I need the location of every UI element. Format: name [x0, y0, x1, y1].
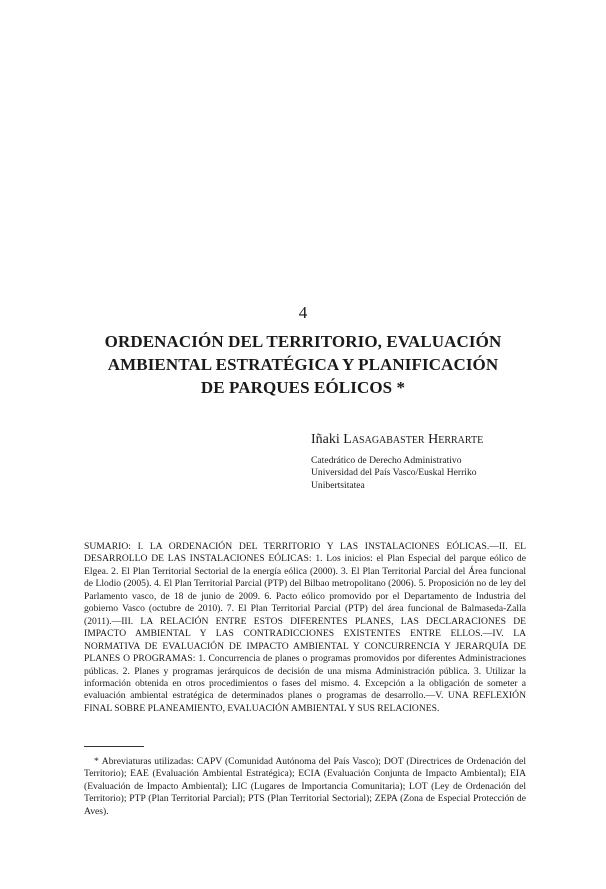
footnote-text: Abreviaturas utilizadas: CAPV (Comunidad Autónoma del País Vasco); DOT (Directrices de Ordenación del Territorio); EAE (Evaluación Ambiental Estratégica); ECIA (Evaluación Conjunta de Impacto Ambiental); EIA (Evaluación de Impacto Ambiental); LIC (Lugares de Importancia Comunitaria); LOT (Ley de Ordenación del Territorio); PTP (Plan Territorial Parcial); PTS (Plan Territorial Sectorial); ZEPA (Zona de Especial Protección de Aves). [84, 756, 526, 817]
chapter-title-line: DE PARQUES EÓLICOS * [200, 378, 406, 397]
author-affiliation [311, 455, 551, 492]
author-first-name: Iñaki [311, 432, 340, 447]
affiliation-line: Catedrático de Derecho Administrativo [311, 455, 462, 466]
footnote-divider [84, 746, 144, 747]
author-surname: Lasagabaster Herrarte [343, 432, 484, 447]
footnote [84, 756, 526, 818]
summary [84, 541, 526, 715]
author-block [311, 432, 551, 492]
author-name [311, 432, 551, 448]
affiliation-line: Unibertsitatea [311, 479, 365, 491]
chapter-number: 4 [298, 303, 308, 322]
chapter-title [60, 330, 546, 399]
chapter-title-line: AMBIENTAL ESTRATÉGICA Y PLANIFICACIÓN [107, 355, 499, 374]
chapter-title-line: ORDENACIÓN DEL TERRITORIO, EVALUACIÓN [104, 332, 502, 351]
summary-text: SUMARIO: I. LA ORDENACIÓN DEL TERRITORIO Y LAS INSTALACIONES EÓLICAS.—II. EL DESARROLLO DE LAS INSTALACIONES EÓLICAS: 1. Los inicios: el Plan Especial del parque eólico de Elgea. 2. El Plan Territorial Sectorial de la energía eólica (2000). 3. El Plan Territorial Parcial del Área funcional de Llodio (2005). 4. El Plan Territorial Parcial (PTP) del Bilbao metropolitano (2006). 5. Proposición no de ley del Parlamento vasco, de 18 de junio de 2009. 6. Pacto eólico promovido por el Departamento de Industria del gobierno Vasco (octubre de 2010). 7. El Plan Territorial Parcial (PTP) del área funcional de Balmaseda-Zalla (2011).—III. LA RELACIÓN ENTRE ESTOS DIFERENTES PLANES, LAS DECLARACIONES DE IMPACTO AMBIENTAL Y LAS CONTRADICCIONES EXISTENTES ENTRE ELLOS.—IV. LA NORMATIVA DE EVALUACIÓN DE IMPACTO AMBIENTAL Y CONCURRENCIA Y JERARQUÍA DE PLANES O PROGRAMAS: 1. Concurrencia de planes o programas promovidos por diferentes Administraciones públicas. 2. Planes y programas jerárquicos de decisión de una misma Administración pública. 3. Utilizar la información obtenida en otros procedimientos o fases del mismo. 4. Excepción a la obligación de someter a evaluación ambiental estratégica de determinados planes o programas de desarrollo.—V. UNA REFLEXIÓN FINAL SOBRE PLANEAMIENTO, EVALUACIÓN AMBIENTAL Y SUS RELACIONES. [84, 541, 526, 714]
affiliation-line: Universidad del País Vasco/Euskal Herriko [311, 467, 477, 479]
footnote-marker: * [94, 756, 99, 767]
